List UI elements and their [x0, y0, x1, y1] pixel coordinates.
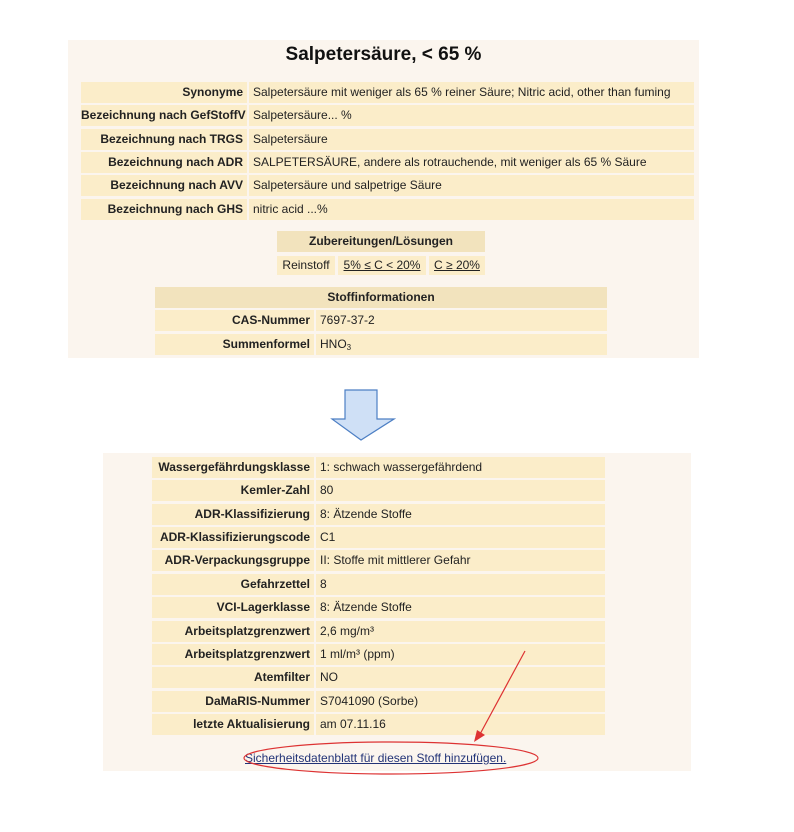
details-value: 8: Ätzende Stoffe	[316, 504, 605, 525]
names-value: Salpetersäure... %	[249, 105, 694, 126]
details-label: Gefahrzettel	[152, 574, 314, 595]
details-value: 80	[316, 480, 605, 501]
formula-subscript: 3	[346, 343, 352, 352]
names-label: Bezeichnung nach AVV	[81, 175, 247, 196]
formula-value	[316, 334, 607, 355]
details-value: NO	[316, 667, 605, 688]
down-arrow-icon	[330, 389, 396, 441]
details-label: ADR-Klassifizierungscode	[152, 527, 314, 548]
substance-info-header: Stoffinformationen	[155, 287, 607, 308]
details-label: Wassergefährdungsklasse	[152, 457, 314, 478]
details-value: am 07.11.16	[316, 714, 605, 735]
details-label: ADR-Klassifizierung	[152, 504, 314, 525]
names-value: nitric acid ...%	[249, 199, 694, 220]
cas-value: 7697-37-2	[316, 310, 607, 331]
names-value: Salpetersäure mit weniger als 65 % reiner Säure; Nitric acid, other than fuming	[249, 82, 694, 103]
details-value: S7041090 (Sorbe)	[316, 691, 605, 712]
names-label: Bezeichnung nach TRGS	[81, 129, 247, 150]
details-value: 2,6 mg/m³	[316, 621, 605, 642]
details-panel	[103, 453, 691, 771]
details-value: 8: Ätzende Stoffe	[316, 597, 605, 618]
page-title: Salpetersäure, < 65 %	[285, 44, 482, 65]
details-value: 1: schwach wassergefährdend	[316, 457, 605, 478]
formula-label: Summenformel	[155, 334, 314, 355]
names-value: SALPETERSÄURE, andere als rotrauchende, mit weniger als 65 % Säure	[249, 152, 694, 173]
details-value: 1 ml/m³ (ppm)	[316, 644, 605, 665]
preparation-link-5-20[interactable]: 5% ≤ C < 20%	[338, 256, 426, 275]
details-label: Arbeitsplatzgrenzwert	[152, 644, 314, 665]
names-value: Salpetersäure und salpetrige Säure	[249, 175, 694, 196]
names-label: Bezeichnung nach ADR	[81, 152, 247, 173]
add-safety-data-sheet-link[interactable]: Sicherheitsdatenblatt für diesen Stoff hinzufügen.	[245, 751, 507, 765]
cas-label: CAS-Nummer	[155, 310, 314, 331]
names-label: Bezeichnung nach GHS	[81, 199, 247, 220]
details-label: Arbeitsplatzgrenzwert	[152, 621, 314, 642]
details-label: Atemfilter	[152, 667, 314, 688]
preparation-link-20-plus[interactable]: C ≥ 20%	[429, 256, 485, 275]
names-value: Salpetersäure	[249, 129, 694, 150]
details-value: C1	[316, 527, 605, 548]
details-value: 8	[316, 574, 605, 595]
names-label: Synonyme	[81, 82, 247, 103]
details-label: ADR-Verpackungsgruppe	[152, 550, 314, 571]
substance-panel	[68, 40, 699, 358]
details-value: II: Stoffe mit mittlerer Gefahr	[316, 550, 605, 571]
preparations-header: Zubereitungen/Lösungen	[277, 231, 485, 252]
preparation-reinstoff: Reinstoff	[277, 256, 335, 275]
names-label: Bezeichnung nach GefStoffV	[81, 105, 247, 126]
details-label: Kemler-Zahl	[152, 480, 314, 501]
formula-main: HNO	[320, 337, 347, 351]
details-label: VCI-Lagerklasse	[152, 597, 314, 618]
details-label: DaMaRIS-Nummer	[152, 691, 314, 712]
details-label: letzte Aktualisierung	[152, 714, 314, 735]
